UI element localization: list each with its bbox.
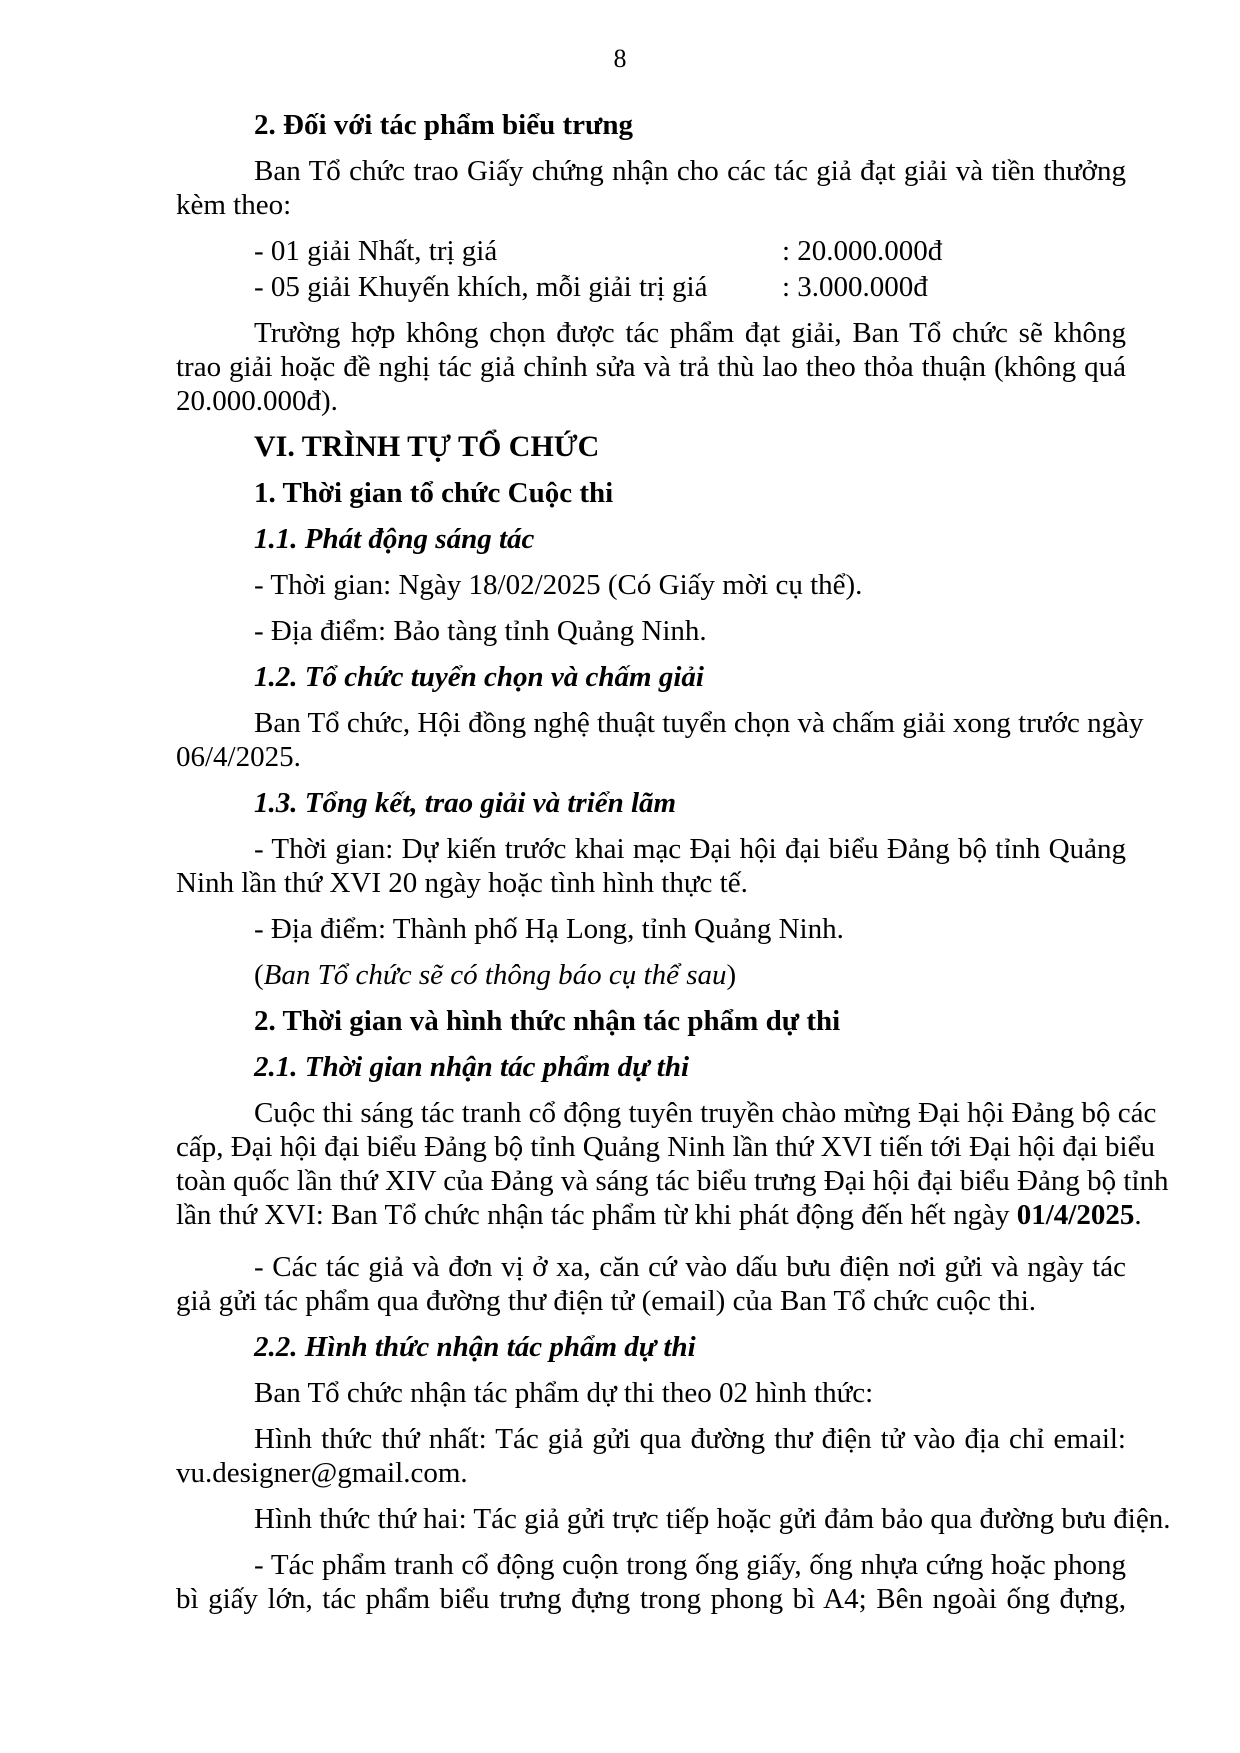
paragraph-line: kèm theo: — [176, 189, 292, 221]
paragraph-line: - Tác phẩm tranh cổ động cuộn trong ống giấy, ống nhựa cứng hoặc phong — [254, 1549, 1126, 1581]
launch-time: - Thời gian: Ngày 18/02/2025 (Có Giấy mời cụ thể). — [254, 569, 863, 601]
page-number: 8 — [613, 44, 627, 73]
paragraph-line: - Thời gian: Dự kiến trước khai mạc Đại hội đại biểu Đảng bộ tỉnh Quảng — [254, 833, 1126, 865]
prize-label: - 01 giải Nhất, trị giá — [254, 235, 498, 267]
paragraph-no-winner — [176, 316, 1126, 418]
prize-row-first — [176, 234, 1126, 268]
paragraph-certificate — [176, 154, 1126, 222]
prize-list — [176, 234, 1126, 304]
paragraph-ceremony-time — [176, 832, 1126, 900]
note-text: Ban Tổ chức sẽ có thông báo cụ thể sau — [263, 959, 727, 991]
paragraph-line: trao giải hoặc đề nghị tác giả chỉnh sửa và trả thù lao theo thỏa thuận (không quá — [176, 351, 1126, 383]
launch-place: - Địa điểm: Bảo tàng tỉnh Quảng Ninh. — [254, 615, 707, 647]
section-heading-1: 1. Thời gian tổ chức Cuộc thi — [254, 477, 614, 509]
deadline-date: 01/4/2025 — [1016, 1199, 1135, 1231]
paragraph-line: - Các tác giả và đơn vị ở xa, căn cứ vào dấu bưu điện nơi gửi và ngày tác — [254, 1251, 1126, 1283]
paragraph-line: 20.000.000đ). — [176, 385, 338, 417]
subsection-heading-1-2: 1.2. Tổ chức tuyển chọn và chấm giải — [254, 661, 704, 693]
section-heading-logo-works: 2. Đối với tác phẩm biểu trưng — [254, 109, 634, 141]
chapter-heading-vi: VI. TRÌNH TỰ TỔ CHỨC — [254, 430, 600, 463]
paragraph-line: Ban Tổ chức, Hội đồng nghệ thuật tuyển chọn và chấm giải xong trước ngày — [254, 707, 1144, 739]
prize-label: - 05 giải Khuyến khích, mỗi giải trị giá — [254, 271, 708, 303]
prize-value: : 20.000.000đ — [782, 235, 943, 267]
note-paren: ) — [726, 959, 737, 991]
document-body — [176, 108, 1171, 1616]
paragraph-line: bì giấy lớn, tác phẩm biểu trưng đựng trong phong bì A4; Bên ngoài ống đựng, — [176, 1583, 1126, 1615]
paragraph-line: 06/4/2025. — [176, 741, 301, 773]
line-text: lần thứ XVI: Ban Tổ chức nhận tác phẩm từ khi phát động đến hết ngày — [176, 1199, 1017, 1231]
subsection-heading-1-3: 1.3. Tổng kết, trao giải và triển lãm — [254, 787, 677, 819]
subsection-heading-1-1: 1.1. Phát động sáng tác — [254, 523, 535, 555]
paragraph-method-email — [176, 1422, 1126, 1490]
paragraph-line: cấp, Đại hội đại biểu Đảng bộ tỉnh Quảng Ninh lần thứ XVI tiến tới Đại hội đại biểu — [176, 1131, 1155, 1163]
paragraph-line: giả gửi tác phẩm qua đường thư điện tử (email) của Ban Tổ chức cuộc thi. — [176, 1285, 1037, 1317]
paragraph-two-methods: Ban Tổ chức nhận tác phẩm dự thi theo 02 hình thức: — [254, 1377, 874, 1409]
paragraph-judging — [176, 706, 1144, 774]
ceremony-note — [176, 958, 1126, 992]
paragraph-line: Cuộc thi sáng tác tranh cổ động tuyên truyền chào mừng Đại hội Đảng bộ các — [254, 1097, 1157, 1129]
paragraph-line: Ban Tổ chức trao Giấy chứng nhận cho các tác giả đạt giải và tiền thưởng — [254, 155, 1126, 187]
paragraph-line: Ninh lần thứ XVI 20 ngày hoặc tình hình thực tế. — [176, 867, 748, 899]
line-text: . — [1134, 1199, 1142, 1231]
paragraph-line: Hình thức thứ nhất: Tác giả gửi qua đường thư điện tử vào địa chỉ email: — [254, 1423, 1126, 1455]
section-heading-2: 2. Thời gian và hình thức nhận tác phẩm dự thi — [254, 1005, 841, 1037]
email-address: vu.designer@gmail.com. — [176, 1457, 468, 1489]
note-paren: ( — [254, 959, 264, 991]
prize-row-encouragement — [176, 270, 1126, 304]
prize-value: : 3.000.000đ — [782, 271, 928, 303]
subsection-heading-2-1: 2.1. Thời gian nhận tác phẩm dự thi — [254, 1051, 690, 1083]
ceremony-place: - Địa điểm: Thành phố Hạ Long, tỉnh Quảng Ninh. — [254, 913, 844, 945]
paragraph-line: Trường hợp không chọn được tác phẩm đạt giải, Ban Tổ chức sẽ không — [254, 317, 1126, 349]
paragraph-line — [176, 1198, 1142, 1232]
subsection-heading-2-2: 2.2. Hình thức nhận tác phẩm dự thi — [254, 1331, 696, 1363]
paragraph-line: toàn quốc lần thứ XIV của Đảng và sáng tác biểu trưng Đại hội đại biểu Đảng bộ tỉnh — [176, 1165, 1169, 1197]
paragraph-postmark — [176, 1250, 1126, 1318]
paragraph-method-post: Hình thức thứ hai: Tác giả gửi trực tiếp hoặc gửi đảm bảo qua đường bưu điện. — [254, 1503, 1171, 1535]
paragraph-submission-period — [176, 1096, 1169, 1232]
paragraph-packaging — [176, 1548, 1126, 1616]
